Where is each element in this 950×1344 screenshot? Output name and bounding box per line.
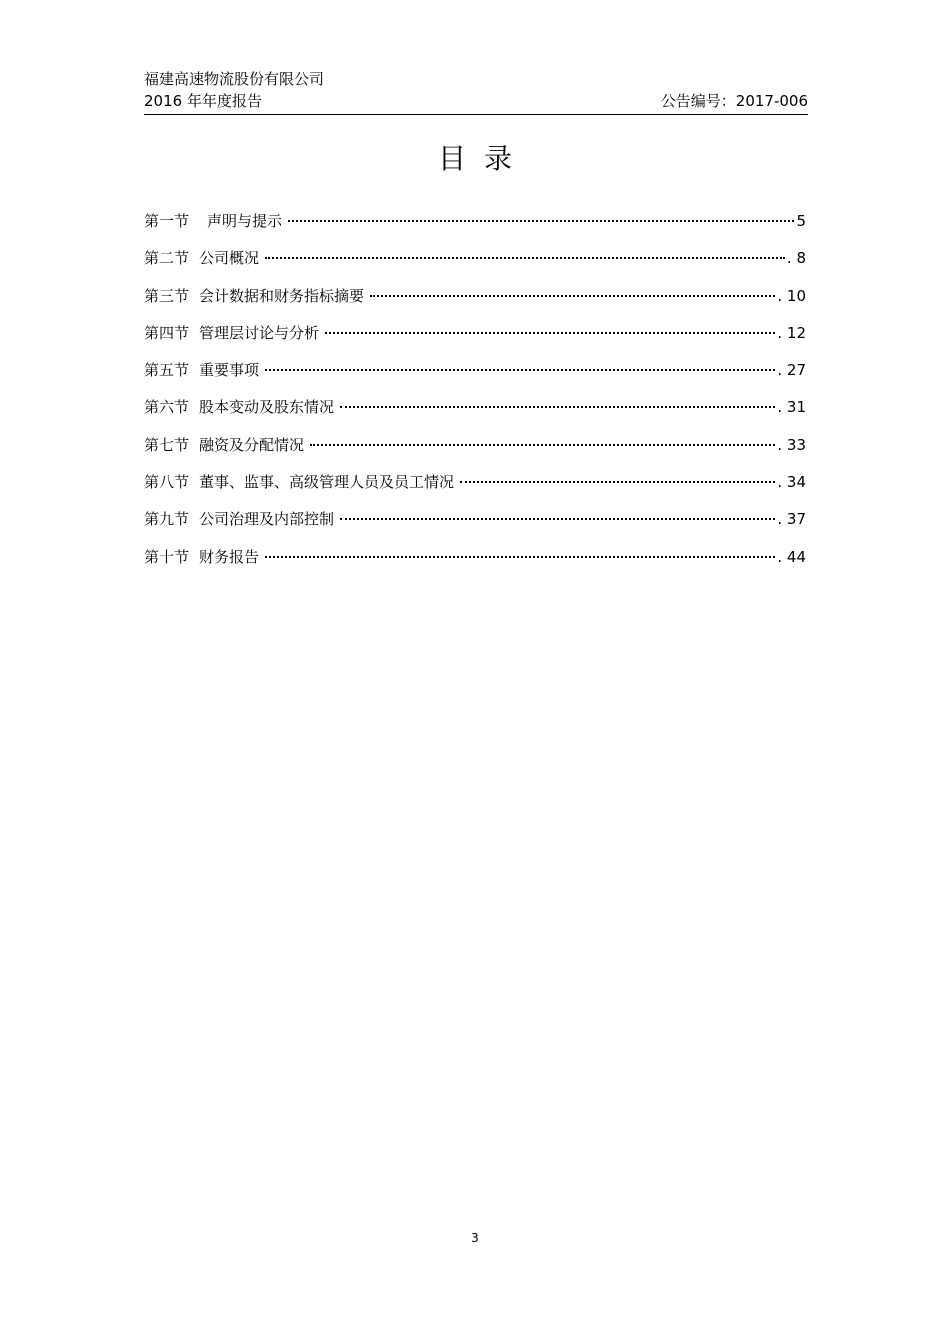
toc-page-number: . 10	[777, 286, 806, 305]
toc-dot-leader	[310, 444, 775, 446]
toc-section-title: 公司治理及内部控制	[199, 510, 335, 529]
toc-section-label: 第三节	[144, 286, 190, 305]
toc-page-number: . 27	[777, 361, 806, 380]
toc-dot-leader	[370, 295, 775, 297]
toc-section-label: 第九节	[144, 510, 190, 529]
toc-entry-section-2[interactable]	[144, 244, 806, 281]
toc-page-number: . 8	[786, 249, 806, 268]
announcement-number: 公告编号：2017-006	[660, 92, 808, 110]
toc-page-number: . 44	[777, 547, 806, 566]
toc-page-number: 5	[796, 212, 806, 230]
toc-section-title: 会计数据和财务指标摘要	[199, 286, 365, 305]
footer-page-number: 3	[471, 1231, 479, 1245]
toc-dot-leader	[265, 369, 775, 371]
toc-section-label: 第四节	[144, 323, 190, 342]
toc-page-number: . 37	[777, 510, 806, 529]
toc-dot-leader	[265, 556, 775, 558]
toc-page-number: . 34	[777, 473, 806, 492]
toc-section-title: 声明与提示	[207, 212, 283, 230]
toc-dot-leader	[325, 332, 775, 334]
toc-section-label: 第十节	[144, 547, 190, 566]
toc-section-title: 董事、监事、高级管理人员及员工情况	[199, 473, 455, 492]
page-title: 目录	[437, 141, 530, 175]
toc-entry-section-4[interactable]	[144, 319, 806, 356]
toc-entry-section-8[interactable]	[144, 468, 806, 505]
toc-dot-leader	[265, 257, 785, 259]
toc-section-label: 第七节	[144, 435, 190, 454]
toc-dot-leader	[288, 220, 794, 222]
toc-page-number: . 33	[777, 435, 806, 454]
toc-page-number: . 12	[777, 323, 806, 342]
page-header	[144, 68, 808, 115]
toc-entry-section-10[interactable]	[144, 543, 806, 580]
company-name: 福建高速物流股份有限公司	[144, 70, 325, 88]
toc-section-title: 管理层讨论与分析	[199, 323, 320, 342]
toc-section-title: 股本变动及股东情况	[199, 398, 335, 417]
toc-dot-leader	[460, 481, 775, 483]
toc-section-label: 第二节	[144, 249, 190, 268]
toc-section-label: 第六节	[144, 398, 190, 417]
toc-dot-leader	[340, 518, 775, 520]
toc-section-title: 公司概况	[199, 249, 260, 268]
toc-entry-section-3[interactable]	[144, 282, 806, 319]
toc-entry-section-7[interactable]	[144, 431, 806, 468]
toc-section-title: 财务报告	[199, 547, 260, 566]
toc-section-label: 第一节	[144, 212, 190, 230]
toc-section-title: 融资及分配情况	[199, 435, 305, 454]
toc-section-label: 第八节	[144, 473, 190, 492]
toc-section-title: 重要事项	[199, 361, 260, 380]
toc-entry-section-9[interactable]	[144, 505, 806, 542]
toc-entry-section-5[interactable]	[144, 356, 806, 393]
table-of-contents	[144, 207, 806, 580]
report-name: 2016 年年度报告	[144, 92, 262, 110]
toc-entry-section-1[interactable]	[144, 207, 806, 244]
toc-section-label: 第五节	[144, 361, 190, 380]
toc-page-number: . 31	[777, 398, 806, 417]
toc-entry-section-6[interactable]	[144, 393, 806, 430]
toc-dot-leader	[340, 406, 775, 408]
